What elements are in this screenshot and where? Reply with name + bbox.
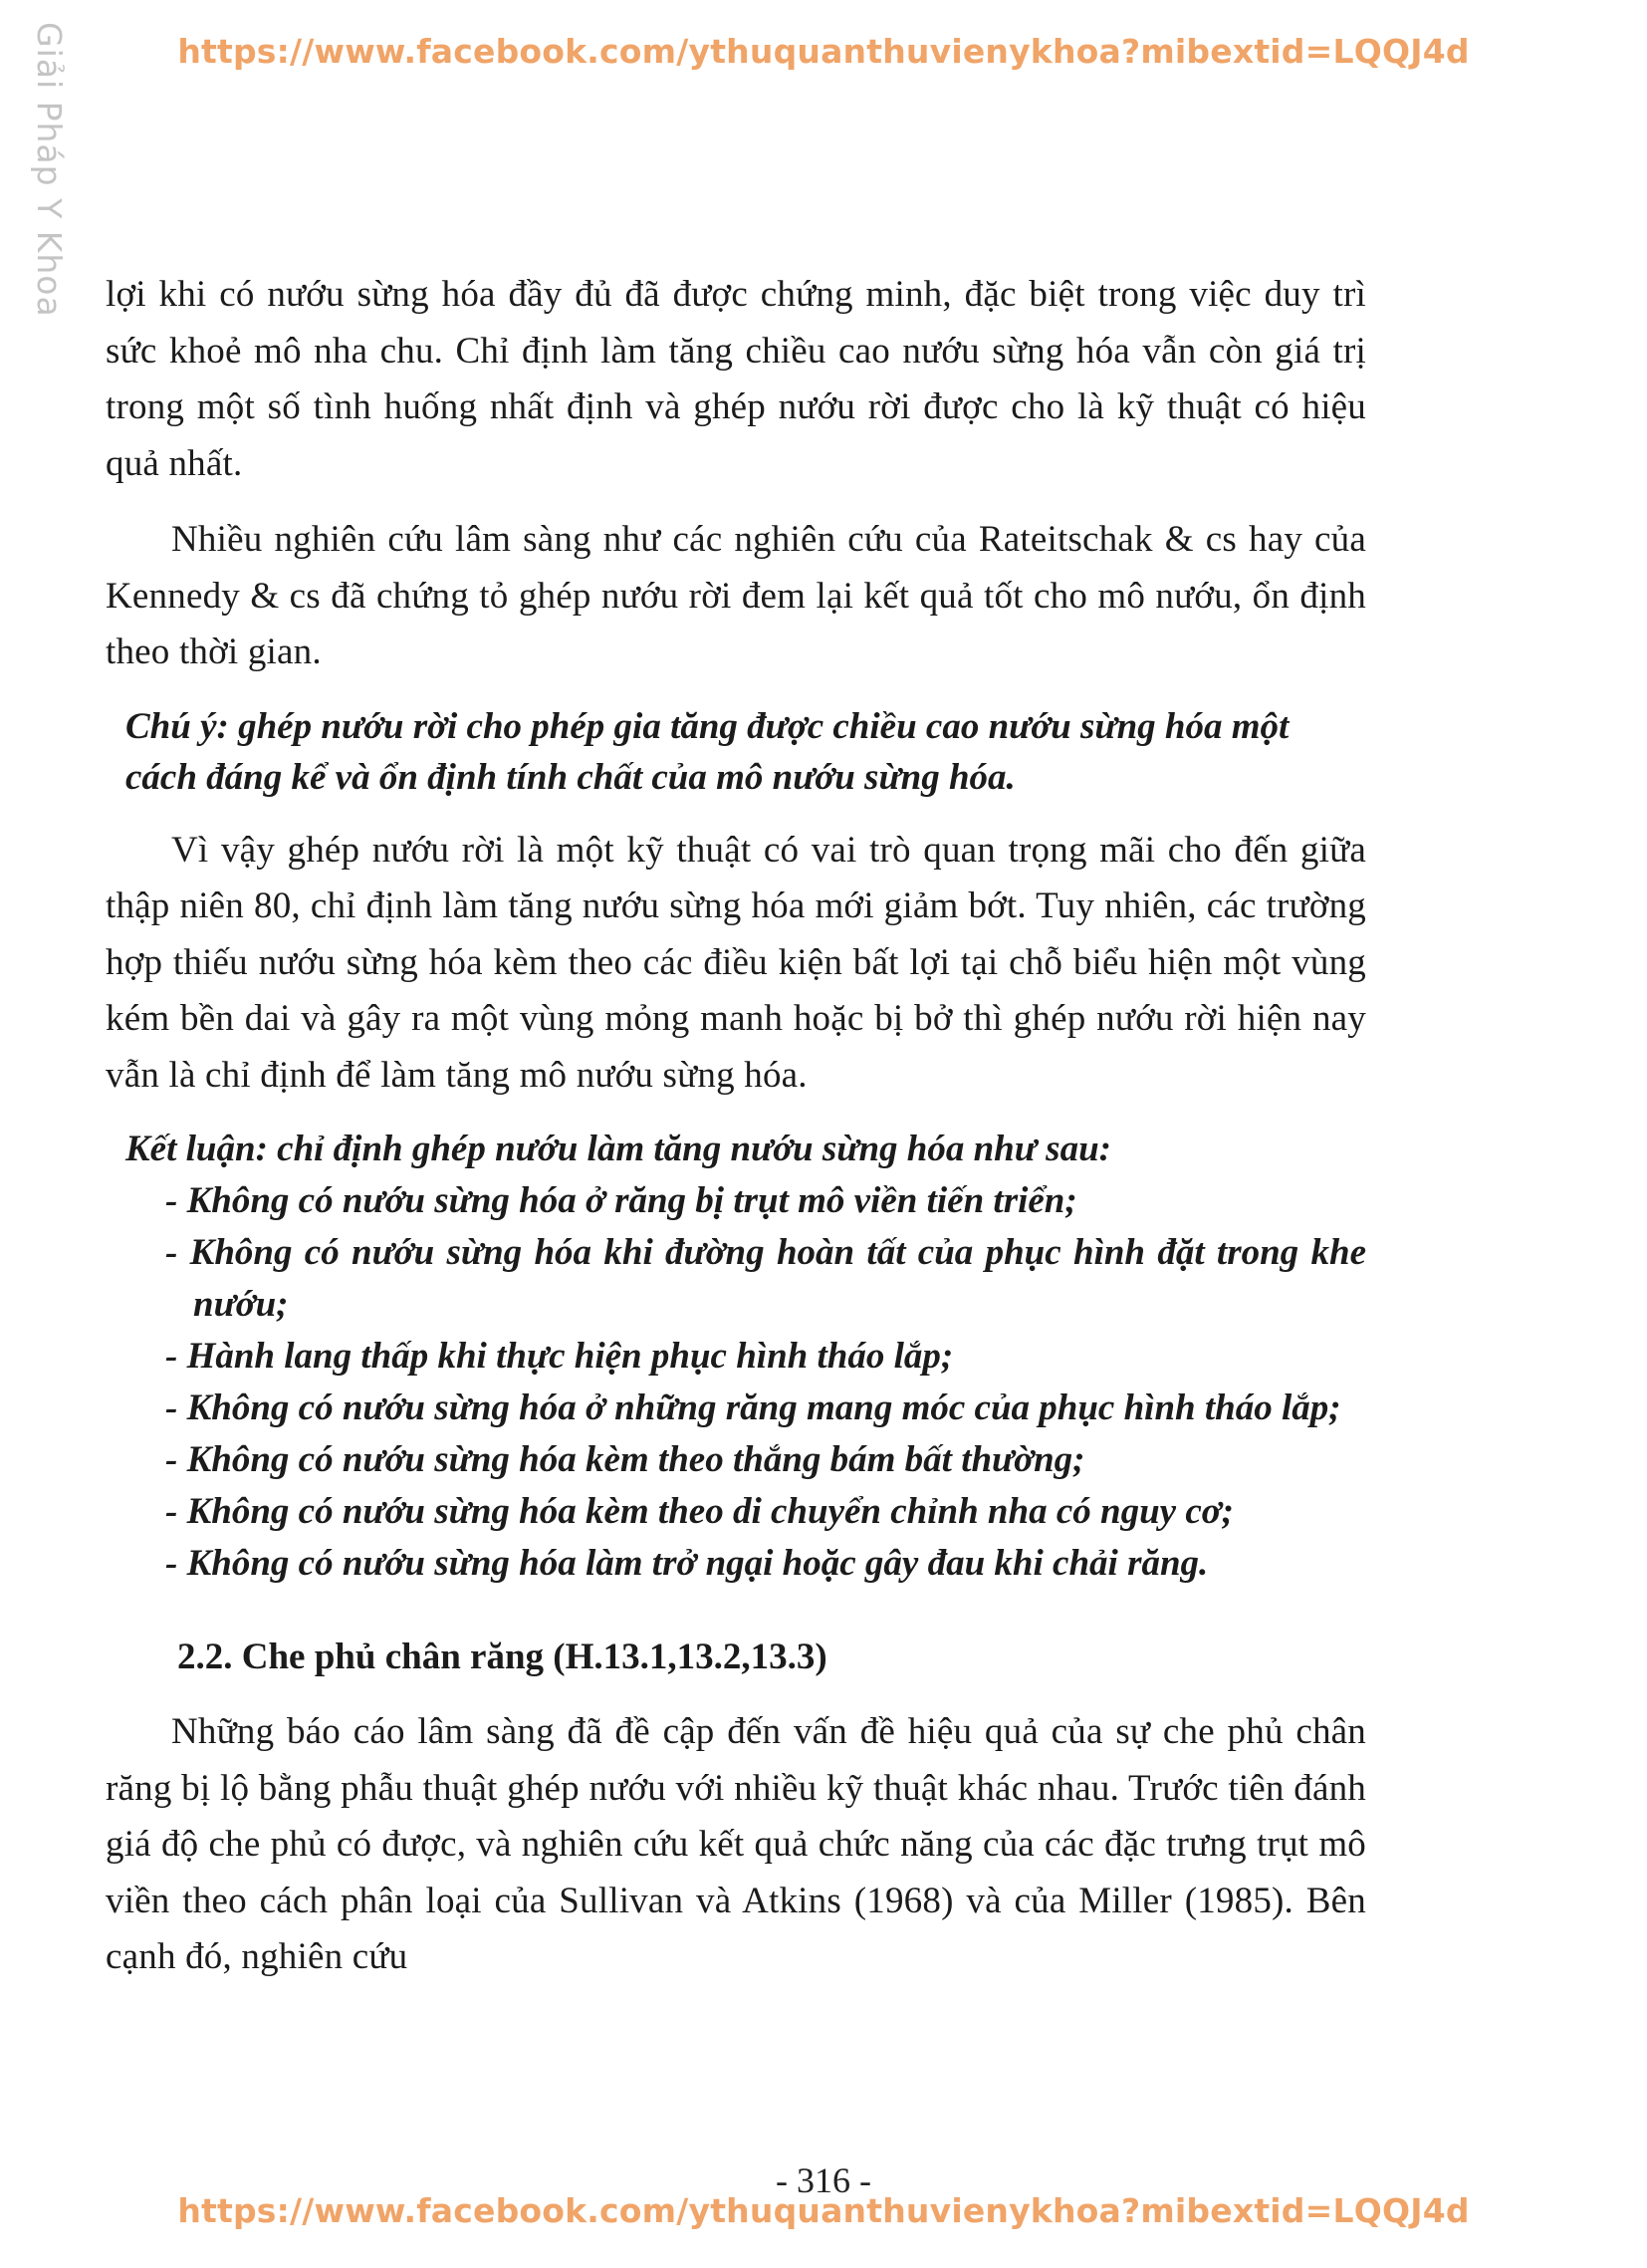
paragraph-1: lợi khi có nướu sừng hóa đầy đủ đã được chứng minh, đặc biệt trong việc duy trì sức khoẻ mô nha chu. Chỉ định làm tăng chiều cao nướu sừng hóa vẫn còn giá trị trong một số tình huống nhất định và ghép nướu rời được cho là kỹ thuật có hiệu quả nhất. [106,274,1366,484]
note-label: Chú ý: [125,705,229,747]
list-item: - Không có nướu sừng hóa làm trở ngại hoặc gây đau khi chải răng. [165,1543,1209,1584]
list-item: - Không có nướu sừng hóa ở răng bị trụt mô viền tiến triển; [165,1180,1077,1221]
note-text: ghép nướu rời cho phép gia tăng được chiều cao nướu sừng hóa một cách đáng kể và ổn định tính chất của mô nướu sừng hóa. [125,705,1290,798]
list-item: - Không có nướu sừng hóa ở những răng mang móc của phục hình tháo lắp; [165,1387,1341,1428]
paragraph-2: Nhiều nghiên cứu lâm sàng như các nghiên cứu của Rateitschak & cs hay của Kennedy & cs đã chứng tỏ ghép nướu rời đem lại kết quả tốt cho mô nướu, ổn định theo thời gian. [106,519,1366,672]
list-item: - Không có nướu sừng hóa kèm theo di chuyển chỉnh nha có nguy cơ; [165,1491,1234,1532]
note-block [125,701,1366,803]
conclusion-heading [125,1124,1366,1175]
conclusion-intro: chỉ định ghép nướu làm tăng nướu sừng hóa như sau: [267,1129,1111,1169]
list-item: - Không có nướu sừng hóa khi đường hoàn tất của phục hình đặt trong khe nướu; [165,1232,1366,1325]
section-paragraph: Những báo cáo lâm sàng đã đề cập đến vấn đề hiệu quả của sự che phủ chân răng bị lộ bằng phẫu thuật ghép nướu với nhiều kỹ thuật khác nhau. Trước tiên đánh giá độ che phủ có được, và nghiên cứu kết quả chức năng của các đặc trưng trụt mô viền theo cách phân loại của Sullivan và Atkins (1968) và của Miller (1985). Bên cạnh đó, nghiên cứu [106,1711,1366,1977]
list-item: - Hành lang thấp khi thực hiện phục hình tháo lắp; [165,1336,954,1377]
paragraph-3: Vì vậy ghép nướu rời là một kỹ thuật có vai trò quan trọng mãi cho đến giữa thập niên 80, chỉ định làm tăng nướu sừng hóa mới giảm bớt. Tuy nhiên, các trường hợp thiếu nướu sừng hóa kèm theo các điều kiện bất lợi tại chỗ biểu hiện một vùng kém bền dai và gây ra một vùng mỏng manh hoặc bị bở thì ghép nướu rời hiện nay vẫn là chỉ định để làm tăng mô nướu sừng hóa. [106,829,1366,1096]
list-item: - Không có nướu sừng hóa kèm theo thắng bám bất thường; [165,1439,1085,1480]
conclusion-label: Kết luận: [125,1129,268,1169]
page-content [106,267,1366,2006]
watermark-side-text: Giải Pháp Y Khoa [30,22,69,318]
watermark-url-top[interactable]: https://www.facebook.com/ythuquanthuvienykhoa?mibextid=LQQJ4d [177,32,1470,71]
section-heading: 2.2. Che phủ chân răng (H.13.1,13.2,13.3) [177,1637,827,1677]
page-number: - 316 - [776,2160,871,2200]
watermark-url-bottom[interactable]: https://www.facebook.com/ythuquanthuvienykhoa?mibextid=LQQJ4d [177,2191,1470,2230]
indication-list [125,1175,1366,1590]
conclusion-block [125,1124,1366,1590]
